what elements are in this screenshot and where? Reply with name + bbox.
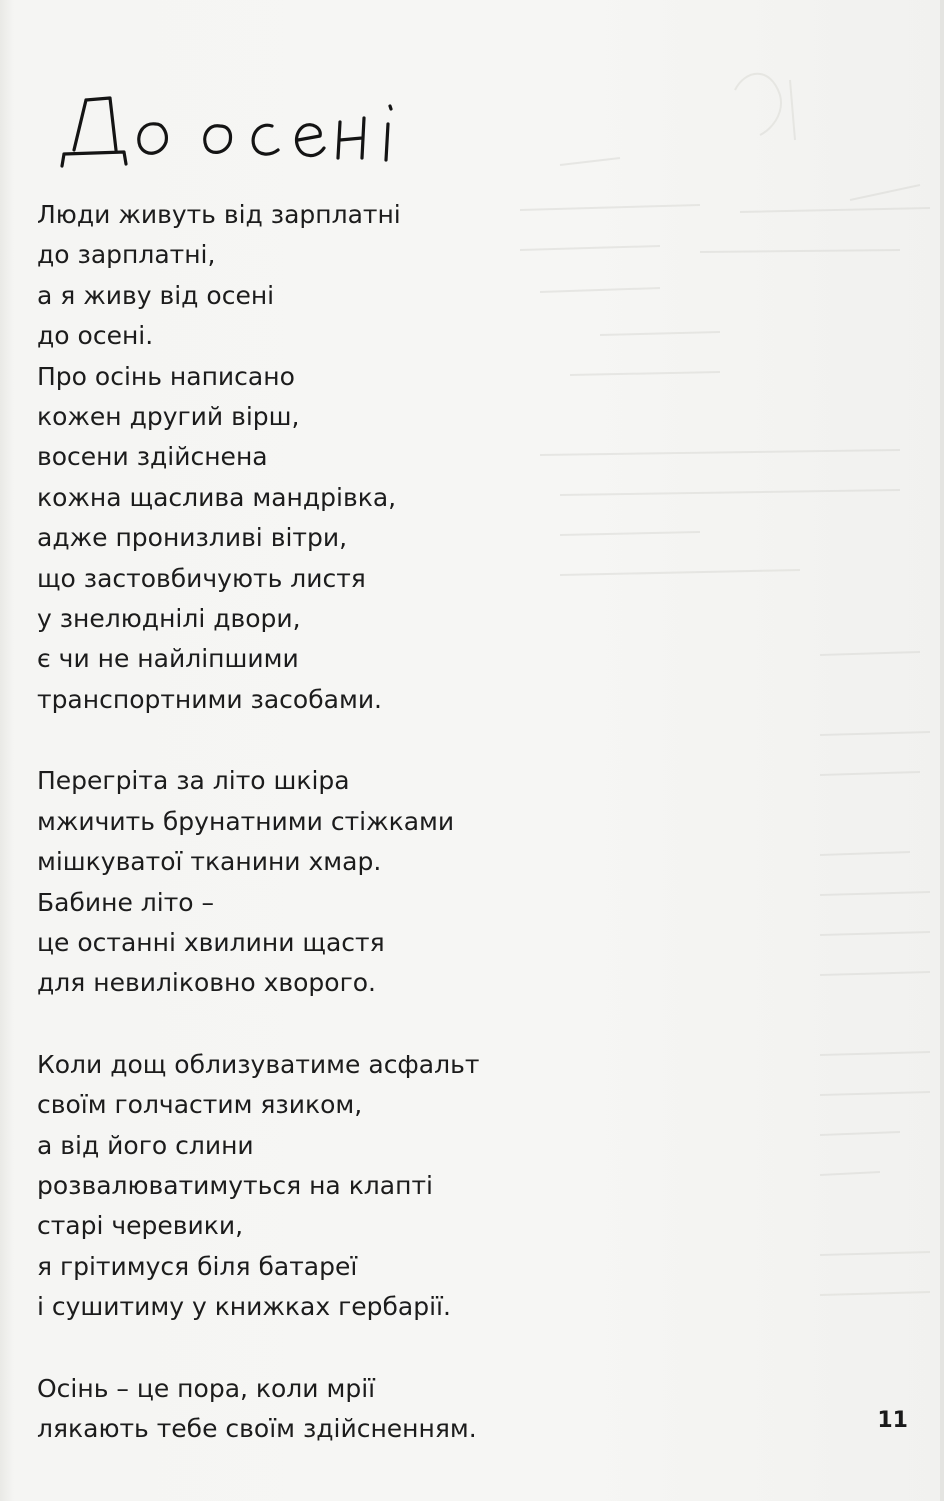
poem-line: є чи не найліпшими	[37, 644, 299, 674]
poem-line: Бабине літо –	[37, 887, 215, 917]
poem-line: лякають тебе своїм здійсненням.	[37, 1413, 477, 1443]
poem-line: транспортними засобами.	[37, 684, 383, 714]
poem-line: розвалюватимуться на клапті	[37, 1170, 433, 1200]
poem-line: своїм голчастим язиком,	[37, 1090, 363, 1120]
poem-line: восени здійснена	[37, 442, 268, 472]
stanza	[37, 1369, 597, 1450]
stanza	[37, 195, 597, 720]
poem-line: кожна щаслива мандрівка,	[37, 482, 397, 512]
page-number: 11	[877, 1408, 908, 1433]
poem-line: для невиліковно хворого.	[37, 968, 376, 998]
poem-line: а я живу від осені	[37, 280, 275, 310]
poem-line: Перегріта за літо шкіра	[37, 766, 350, 796]
poem-line: кожен другий вірш,	[37, 402, 300, 432]
poem-line: Про осінь написано	[37, 361, 295, 391]
poem-line: мжичить брунатними стіжками	[37, 806, 455, 836]
poem-line: що застовбичують листя	[37, 563, 366, 593]
poem-line: Осінь – це пора, коли мрії	[37, 1373, 376, 1403]
poem-line: а від його слини	[37, 1130, 254, 1160]
poem-line: до зарплатні,	[37, 240, 216, 270]
handwritten-title	[58, 78, 418, 188]
poem-line: це останні хвилини щастя	[37, 927, 385, 957]
stanza	[37, 761, 597, 1003]
poem-line: і сушитиму у книжках гербарії.	[37, 1292, 451, 1322]
poem-line: Люди живуть від зарплатні	[37, 200, 401, 229]
poem-line: у знелюднілі двори,	[37, 604, 301, 634]
poem-line: до осені.	[37, 321, 154, 351]
poem-line: старі черевики,	[37, 1211, 244, 1241]
poem-line: адже пронизливі вітри,	[37, 523, 348, 553]
page-edge	[940, 0, 944, 1501]
stanza	[37, 1045, 597, 1328]
poem-line: мішкуватої тканини хмар.	[37, 847, 382, 877]
poem-line: я грітимуся біля батареї	[37, 1251, 358, 1281]
poem-line: Коли дощ облизуватиме асфальт	[37, 1049, 480, 1079]
poem-body	[37, 195, 597, 1490]
